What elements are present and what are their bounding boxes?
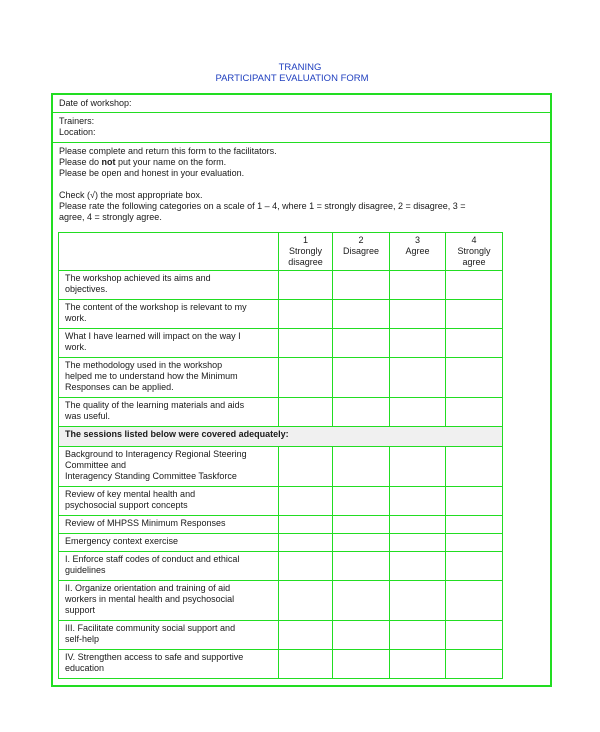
rating-cell[interactable] — [390, 621, 446, 650]
trainers-label: Trainers: — [59, 116, 95, 126]
rating-cell[interactable] — [446, 300, 503, 329]
rating-cell[interactable] — [446, 581, 503, 621]
rating-cell[interactable] — [446, 534, 503, 552]
statement-text: Interagency Standing Committee Taskforce — [65, 471, 237, 481]
instruction-line: Check (√) the most appropriate box. — [59, 190, 203, 200]
statement-cell — [59, 516, 279, 534]
statement-cell — [59, 650, 279, 679]
statement-cell — [59, 534, 279, 552]
rating-cell[interactable] — [446, 650, 503, 679]
statement-text: II. Organize orientation and training of aid — [65, 583, 231, 593]
rating-cell[interactable] — [333, 516, 390, 534]
rating-cell[interactable] — [390, 516, 446, 534]
statement-text: Review of MHPSS Minimum Responses — [65, 518, 226, 528]
rating-cell[interactable] — [390, 552, 446, 581]
table-row — [59, 447, 503, 487]
table-row — [59, 329, 503, 358]
statement-text: The quality of the learning materials and aids — [65, 400, 245, 410]
statement-text: work. — [65, 342, 87, 352]
rating-cell[interactable] — [333, 621, 390, 650]
instruction-line: Please complete and return this form to the facilitators. — [59, 146, 277, 156]
rating-cell[interactable] — [333, 552, 390, 581]
statement-cell — [59, 300, 279, 329]
rating-cell[interactable] — [279, 398, 333, 427]
rating-cell[interactable] — [390, 650, 446, 679]
rating-cell[interactable] — [390, 534, 446, 552]
table-row — [59, 358, 503, 398]
col-disagree: 2 Disagree — [333, 233, 390, 271]
statement-text: I. Enforce staff codes of conduct and ethical — [65, 554, 240, 564]
statement-cell — [59, 447, 279, 487]
table-row — [59, 581, 503, 621]
date-field[interactable] — [53, 95, 550, 113]
table-row — [59, 487, 503, 516]
rating-cell[interactable] — [446, 398, 503, 427]
table-row — [59, 271, 503, 300]
statement-text: guidelines — [65, 565, 106, 575]
table-row — [59, 621, 503, 650]
rating-cell[interactable] — [279, 650, 333, 679]
statement-text: support — [65, 605, 96, 615]
statement-text: IV. Strengthen access to safe and supportive — [65, 652, 244, 662]
date-label: Date of workshop: — [59, 98, 132, 108]
section-label: The sessions listed below were covered adequately: — [59, 427, 503, 447]
rating-cell[interactable] — [333, 300, 390, 329]
table-row — [59, 534, 503, 552]
rating-cell[interactable] — [446, 516, 503, 534]
rating-cell[interactable] — [390, 300, 446, 329]
statement-text: workers in mental health and psychosocial — [65, 594, 235, 604]
section-row — [59, 427, 503, 447]
rating-cell[interactable] — [390, 581, 446, 621]
statement-text: Committee and — [65, 460, 127, 470]
instruction-line: agree, 4 = strongly agree. — [59, 212, 162, 222]
instruction-line: Please do not put your name on the form. — [59, 157, 227, 167]
statement-text: III. Facilitate community social support and — [65, 623, 236, 633]
rating-cell[interactable] — [446, 329, 503, 358]
rating-cell[interactable] — [446, 271, 503, 300]
rating-cell[interactable] — [279, 329, 333, 358]
statement-text: education — [65, 663, 105, 673]
statement-cell — [59, 621, 279, 650]
statement-text: was useful. — [65, 411, 111, 421]
statement-cell — [59, 398, 279, 427]
rating-cell[interactable] — [390, 329, 446, 358]
rating-cell[interactable] — [333, 487, 390, 516]
header-blank-cell — [59, 233, 279, 271]
form-title-line1: TRANING — [278, 62, 322, 73]
statement-text: Review of key mental health and — [65, 489, 196, 499]
table-row — [59, 398, 503, 427]
statement-cell — [59, 271, 279, 300]
rating-cell[interactable] — [279, 621, 333, 650]
rating-cell[interactable] — [279, 534, 333, 552]
rating-cell[interactable] — [333, 650, 390, 679]
form-frame — [51, 93, 552, 687]
rating-cell[interactable] — [333, 534, 390, 552]
statement-text: Responses can be applied. — [65, 382, 174, 392]
statement-text: work. — [65, 313, 87, 323]
rating-cell[interactable] — [279, 487, 333, 516]
table-row — [59, 552, 503, 581]
rating-cell[interactable] — [279, 358, 333, 398]
rating-cell[interactable] — [446, 358, 503, 398]
rating-cell[interactable] — [279, 300, 333, 329]
trainers-location-field[interactable] — [53, 113, 550, 143]
instruction-line: Please rate the following categories on a scale of 1 – 4, where 1 = strongly disagree, 2 = disagree, 3 = — [59, 201, 466, 211]
instruction-line: Please be open and honest in your evaluation. — [59, 168, 245, 178]
location-label: Location: — [59, 127, 96, 137]
rating-cell[interactable] — [333, 447, 390, 487]
table-row — [59, 300, 503, 329]
table-header-row — [59, 233, 503, 271]
statement-text: The methodology used in the workshop — [65, 360, 223, 370]
rating-cell[interactable] — [390, 487, 446, 516]
rating-cell[interactable] — [279, 552, 333, 581]
col-agree: 3 Agree — [390, 233, 446, 271]
rating-cell[interactable] — [333, 581, 390, 621]
statement-cell — [59, 487, 279, 516]
col-strongly-agree: 4 Strongly agree — [446, 233, 503, 271]
rating-cell[interactable] — [279, 581, 333, 621]
rating-cell[interactable] — [446, 552, 503, 581]
rating-cell[interactable] — [390, 398, 446, 427]
statement-text: helped me to understand how the Minimum — [65, 371, 238, 381]
rating-cell[interactable] — [446, 621, 503, 650]
statement-cell — [59, 329, 279, 358]
rating-table — [58, 232, 503, 679]
statement-text: The content of the workshop is relevant to my — [65, 302, 247, 312]
rating-cell[interactable] — [333, 271, 390, 300]
rating-cell[interactable] — [390, 358, 446, 398]
statement-text: psychosocial support concepts — [65, 500, 188, 510]
rating-cell[interactable] — [390, 271, 446, 300]
statement-cell — [59, 552, 279, 581]
table-row — [59, 516, 503, 534]
statement-text: What I have learned will impact on the way I — [65, 331, 241, 341]
table-row — [59, 650, 503, 679]
rating-cell[interactable] — [279, 447, 333, 487]
rating-cell[interactable] — [446, 487, 503, 516]
rating-cell[interactable] — [390, 447, 446, 487]
statement-cell — [59, 581, 279, 621]
statement-text: The workshop achieved its aims and — [65, 273, 211, 283]
rating-cell[interactable] — [279, 271, 333, 300]
rating-cell[interactable] — [333, 358, 390, 398]
form-title-line2: PARTICIPANT EVALUATION FORM — [215, 73, 369, 84]
rating-cell[interactable] — [446, 447, 503, 487]
rating-cell[interactable] — [333, 398, 390, 427]
col-strongly-disagree: 1 Strongly disagree — [279, 233, 333, 271]
statement-cell — [59, 358, 279, 398]
statement-text: Emergency context exercise — [65, 536, 179, 546]
statement-text: Background to Interagency Regional Steering — [65, 449, 247, 459]
rating-cell[interactable] — [333, 329, 390, 358]
rating-cell[interactable] — [279, 516, 333, 534]
statement-text: objectives. — [65, 284, 108, 294]
statement-text: self-help — [65, 634, 100, 644]
